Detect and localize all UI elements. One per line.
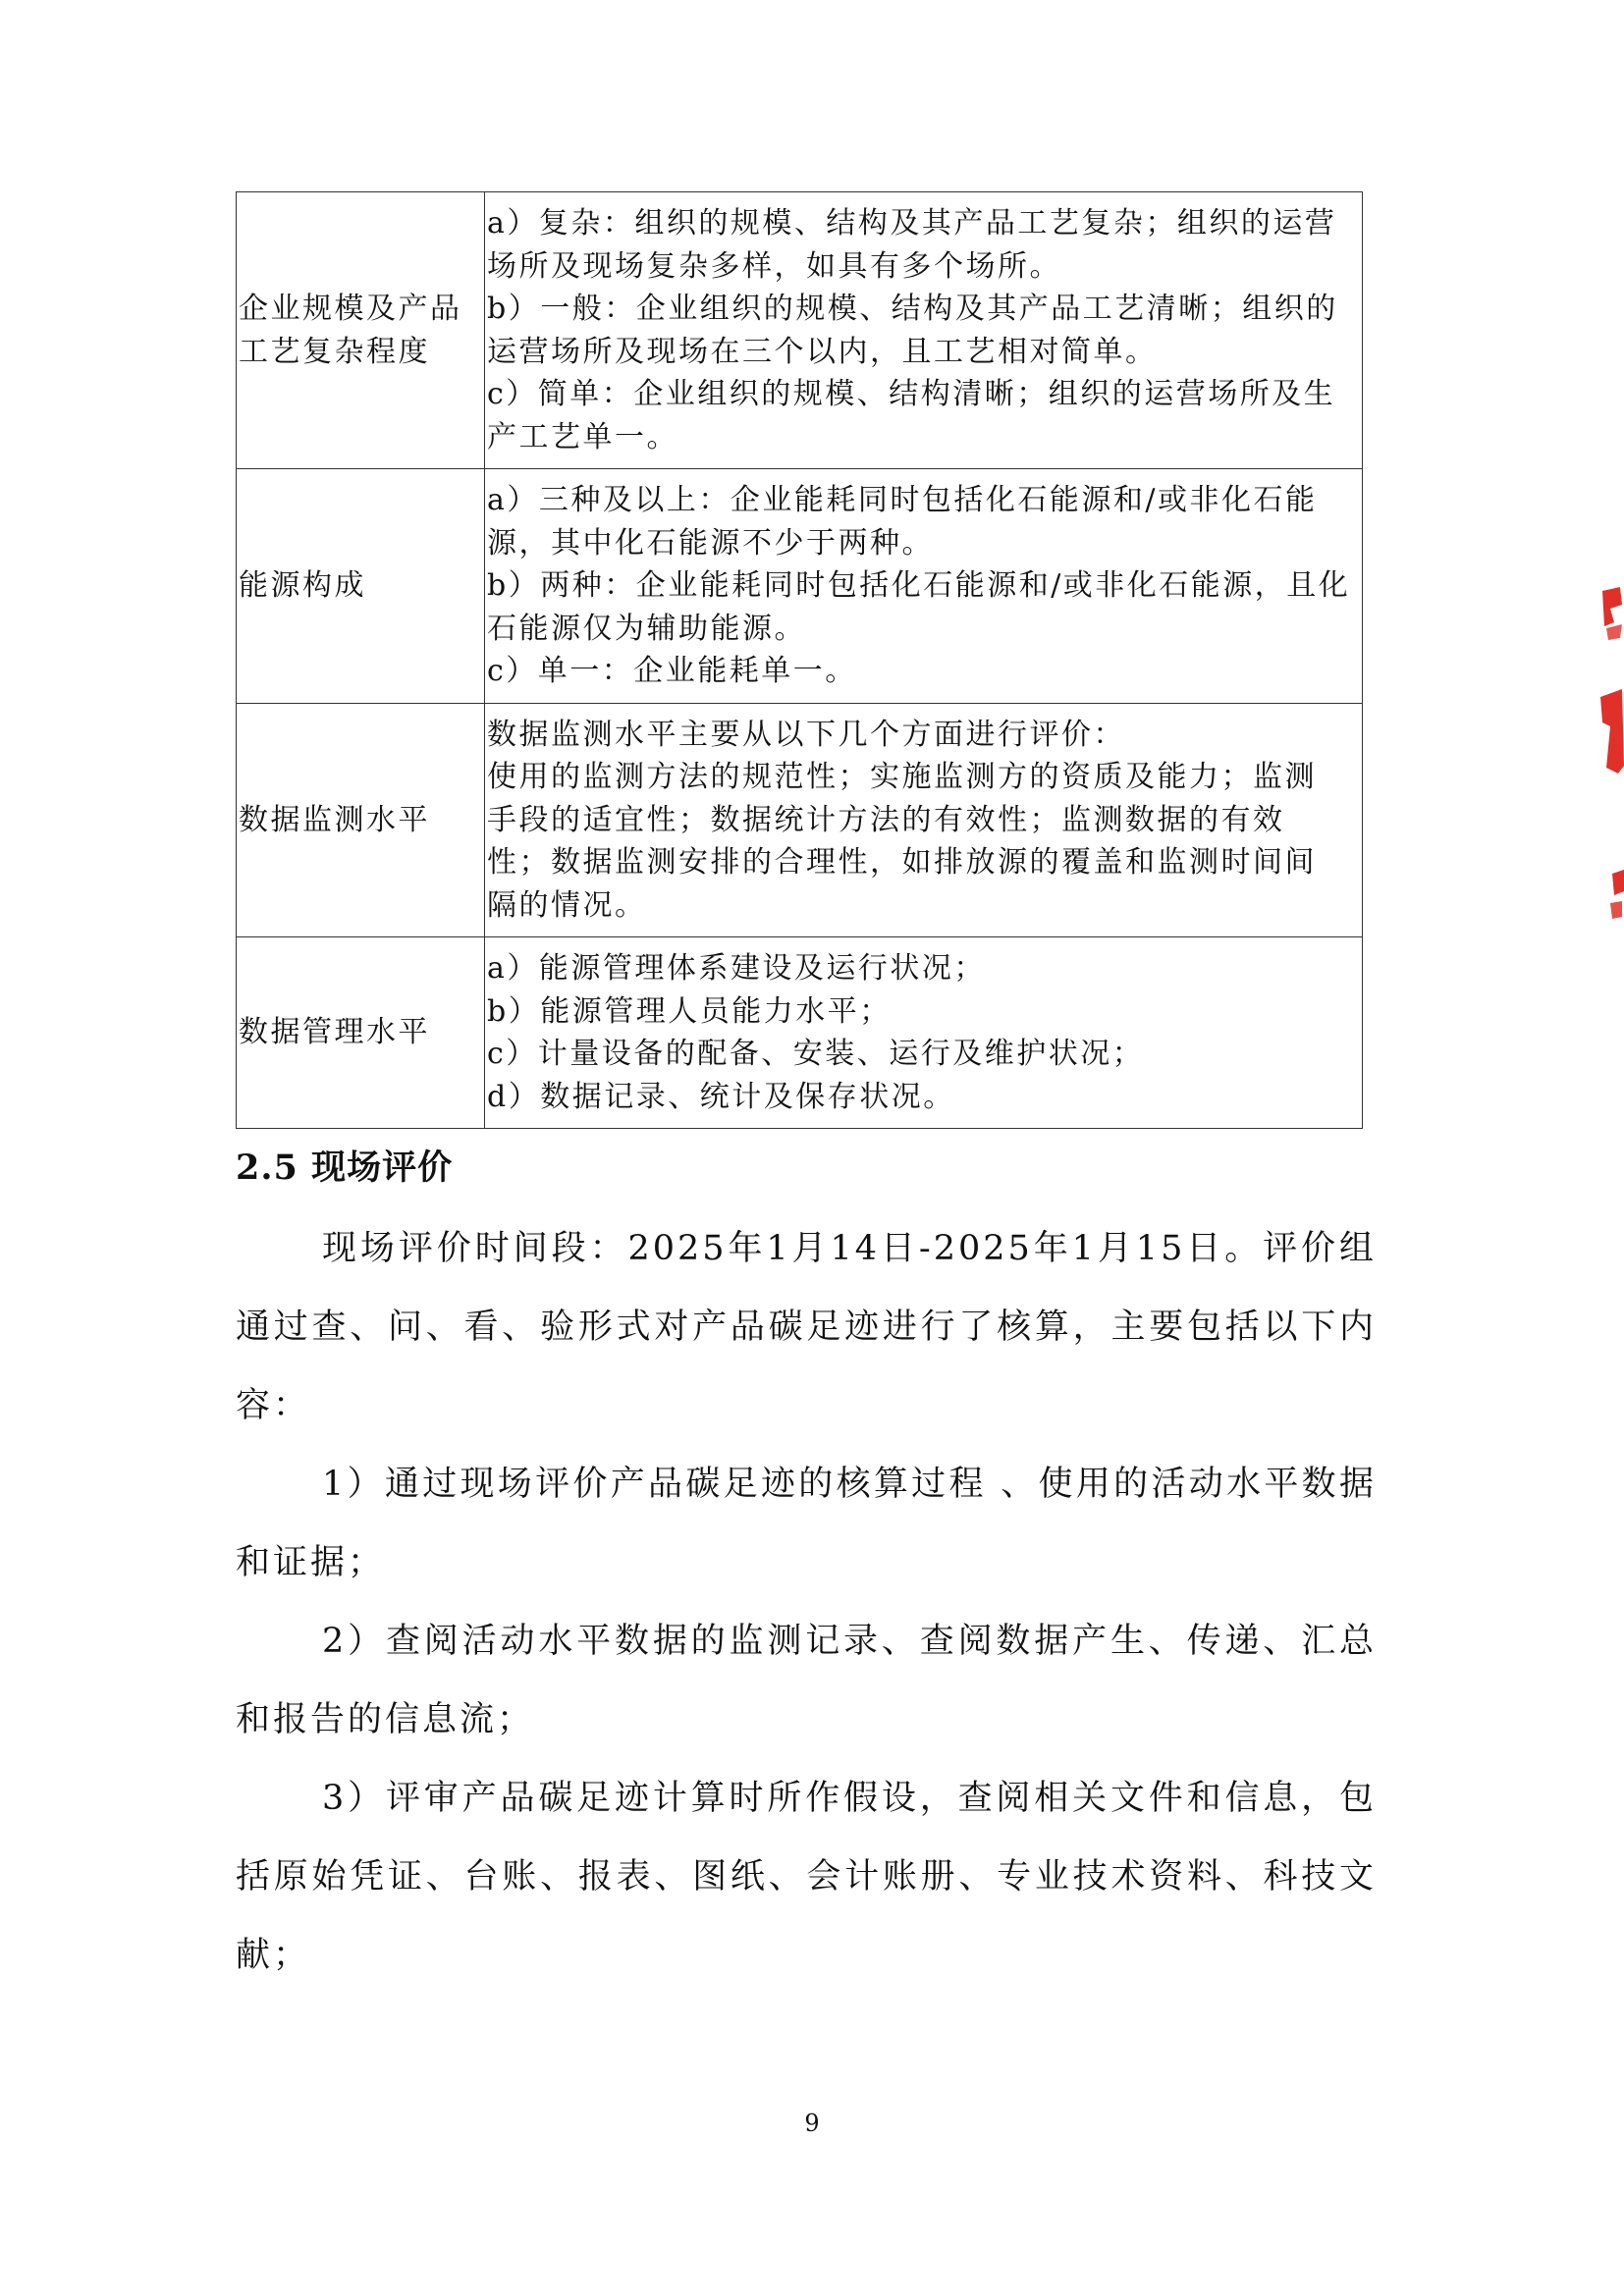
description-cell: [485, 469, 1363, 704]
list-item: 3）评审产品碳足迹计算时所作假设，查阅相关文件和信息，包括原始凭证、台账、报表、图纸、会计账册、专业技术资料、科技文献；: [236, 1779, 1377, 1975]
description-line: 产工艺单一。: [487, 419, 678, 454]
description-line: 石能源仅为辅助能源。: [487, 611, 806, 646]
page-number: 9: [804, 2109, 820, 2137]
description-line: c）单一：企业能耗单一。: [487, 654, 857, 688]
description-line: 场所及现场复杂多样，如具有多个场所。: [487, 248, 1061, 284]
table-row: [237, 192, 1363, 469]
description-line: 隔的情况。: [487, 887, 647, 923]
category-cell: 数据监测水平: [237, 703, 485, 937]
evaluation-criteria-table: [236, 191, 1363, 1129]
list-item: 1）通过现场评价产品碳足迹的核算过程 、使用的活动水平数据和证据；: [236, 1465, 1377, 1582]
description-line: 使用的监测方法的规范性；实施监测方的资质及能力；监测: [487, 760, 1317, 794]
section-heading: 2.5 现场评价: [236, 1148, 454, 1188]
description-line: 数据监测水平主要从以下几个方面进行评价：: [487, 717, 1125, 752]
description-line: b）能源管理人员能力水平；: [487, 993, 892, 1029]
list-item: 2）查阅活动水平数据的监测记录、查阅数据产生、传递、汇总和报告的信息流；: [236, 1622, 1377, 1739]
intro-paragraph: 现场评价时间段：2025年1月14日-2025年1月15日。评价组通过查、问、看、验形式对产品碳足迹进行了核算，主要包括以下内容：: [236, 1229, 1377, 1425]
description-line: 源，其中化石能源不少于两种。: [487, 525, 934, 561]
description-line: d）数据记录、统计及保存状况。: [487, 1079, 955, 1114]
table-row: [237, 937, 1363, 1129]
description-line: 运营场所及现场在三个以内，且工艺相对简单。: [487, 334, 1158, 369]
description-line: 手段的适宜性；数据统计方法的有效性；监测数据的有效: [487, 802, 1285, 837]
description-line: b）一般：企业组织的规模、结构及其产品工艺清晰；组织的: [487, 292, 1338, 326]
category-cell: 数据管理水平: [237, 937, 485, 1129]
category-cell: 企业规模及产品工艺复杂程度: [237, 192, 485, 469]
description-line: a）能源管理体系建设及运行状况；: [487, 951, 986, 986]
description-cell: [485, 937, 1363, 1129]
description-line: b）两种：企业能耗同时包括化石能源和/或非化石能源，且化: [487, 568, 1351, 603]
description-line: a）复杂：组织的规模、结构及其产品工艺复杂；组织的运营: [487, 206, 1337, 240]
table-row: [237, 469, 1363, 704]
description-line: c）计量设备的配备、安装、运行及维护状况；: [487, 1037, 1145, 1071]
description-cell: [485, 192, 1363, 469]
category-cell: 能源构成: [237, 469, 485, 704]
description-line: a）三种及以上：企业能耗同时包括化石能源和/或非化石能: [487, 483, 1318, 517]
description-line: c）简单：企业组织的规模、结构清晰；组织的运营场所及生: [487, 377, 1336, 411]
description-cell: [485, 703, 1363, 937]
seal-stamp-fragment: [1593, 579, 1624, 933]
table-row: [237, 703, 1363, 937]
description-line: 性；数据监测安排的合理性，如排放源的覆盖和监测时间间: [487, 845, 1317, 880]
